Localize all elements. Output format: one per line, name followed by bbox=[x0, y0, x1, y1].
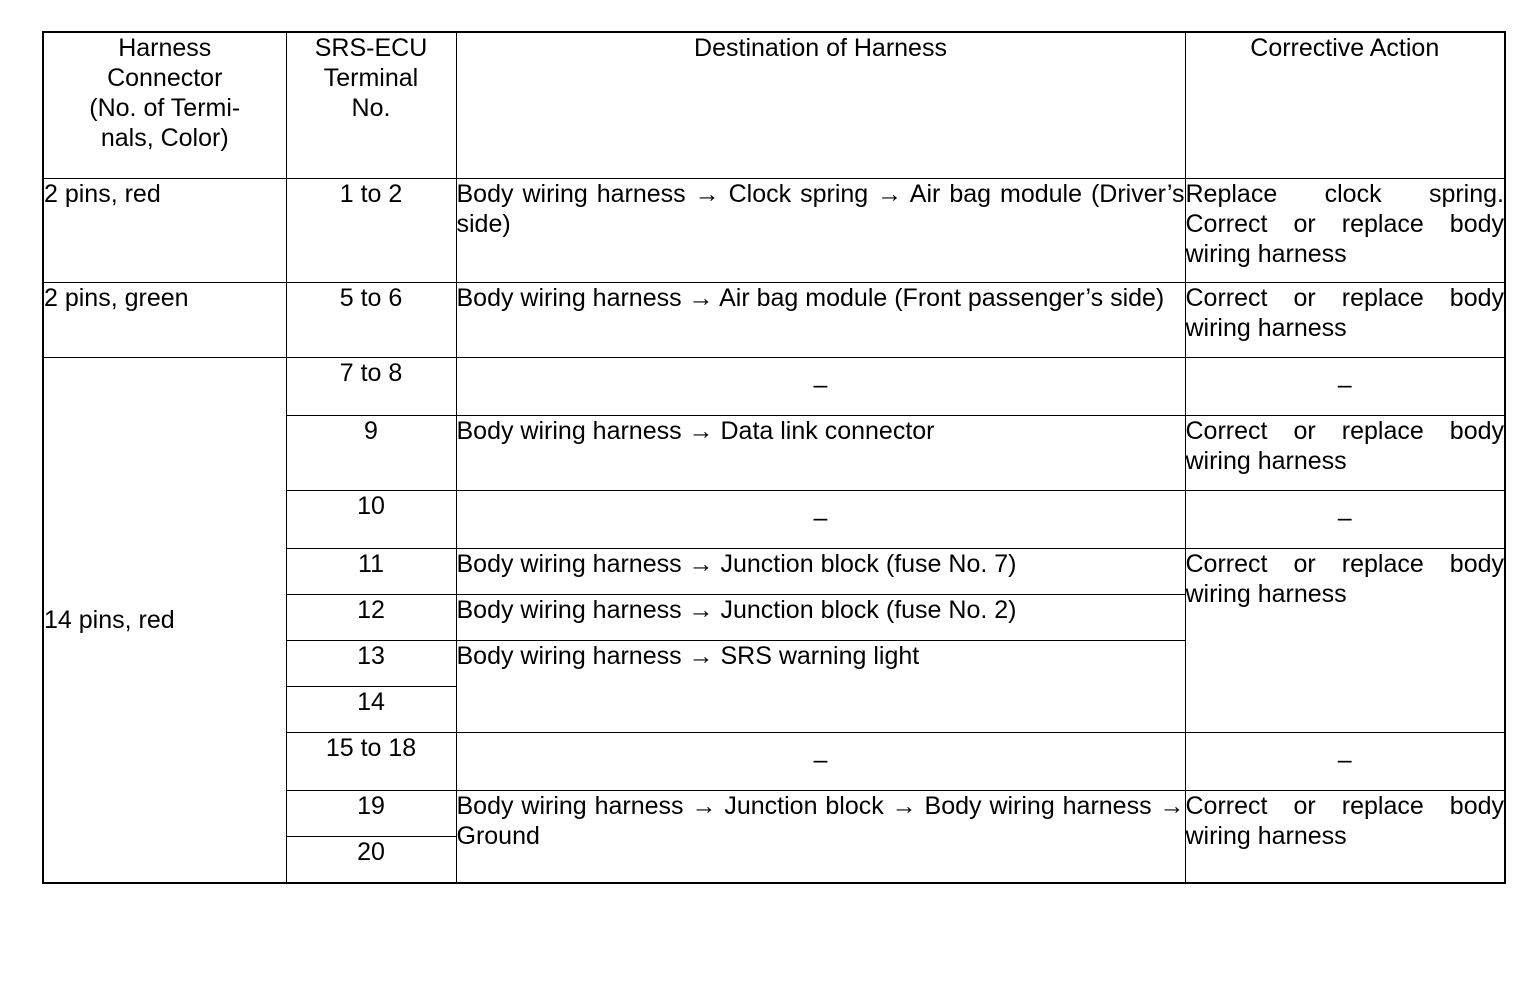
connector-cell: 14 pins, red bbox=[43, 358, 286, 884]
destination-cell: – bbox=[456, 491, 1185, 549]
destination-cell: Body wiring harness → Junction block (fuse No. 7) bbox=[456, 549, 1185, 595]
terminal-cell: 5 to 6 bbox=[286, 283, 456, 358]
header-connector: Harness Connector (No. of Termi- nals, Color) bbox=[43, 32, 286, 179]
action-cell: Replace clock spring. Correct or replace body wiring harness bbox=[1185, 179, 1505, 283]
table-row bbox=[43, 283, 1505, 358]
terminal-cell: 9 bbox=[286, 416, 456, 491]
destination-cell: Body wiring harness → Junction block (fuse No. 2) bbox=[456, 595, 1185, 641]
connector-cell: 2 pins, red bbox=[43, 179, 286, 283]
destination-cell: Body wiring harness → SRS warning light bbox=[456, 641, 1185, 733]
header-action: Corrective Action bbox=[1185, 32, 1505, 179]
header-terminal: SRS-ECU Terminal No. bbox=[286, 32, 456, 179]
action-cell: Correct or replace body wiring harness bbox=[1185, 283, 1505, 358]
action-cell: – bbox=[1185, 733, 1505, 791]
action-cell: – bbox=[1185, 491, 1505, 549]
table-row bbox=[43, 179, 1505, 283]
destination-cell: Body wiring harness → Data link connector bbox=[456, 416, 1185, 491]
terminal-cell: 7 to 8 bbox=[286, 358, 456, 416]
destination-cell: Body wiring harness → Junction block → Body wiring harness → Ground bbox=[456, 791, 1185, 884]
table-row bbox=[43, 358, 1505, 416]
action-cell: Correct or replace body wiring harness bbox=[1185, 549, 1505, 733]
action-cell: Correct or replace body wiring harness bbox=[1185, 791, 1505, 884]
terminal-cell: 12 bbox=[286, 595, 456, 641]
connector-cell: 2 pins, green bbox=[43, 283, 286, 358]
action-cell: – bbox=[1185, 358, 1505, 416]
harness-connector-table bbox=[42, 31, 1506, 884]
header-destination: Destination of Harness bbox=[456, 32, 1185, 179]
terminal-cell: 13 bbox=[286, 641, 456, 687]
destination-cell: – bbox=[456, 733, 1185, 791]
action-cell: Correct or replace body wiring harness bbox=[1185, 416, 1505, 491]
terminal-cell: 14 bbox=[286, 687, 456, 733]
destination-cell: Body wiring harness → Clock spring → Air bag module (Driver’s side) bbox=[456, 179, 1185, 283]
terminal-cell: 1 to 2 bbox=[286, 179, 456, 283]
terminal-cell: 20 bbox=[286, 837, 456, 884]
terminal-cell: 10 bbox=[286, 491, 456, 549]
terminal-cell: 15 to 18 bbox=[286, 733, 456, 791]
destination-cell: – bbox=[456, 358, 1185, 416]
header-row bbox=[43, 32, 1505, 179]
terminal-cell: 11 bbox=[286, 549, 456, 595]
terminal-cell: 19 bbox=[286, 791, 456, 837]
destination-cell: Body wiring harness → Air bag module (Front passenger’s side) bbox=[456, 283, 1185, 358]
